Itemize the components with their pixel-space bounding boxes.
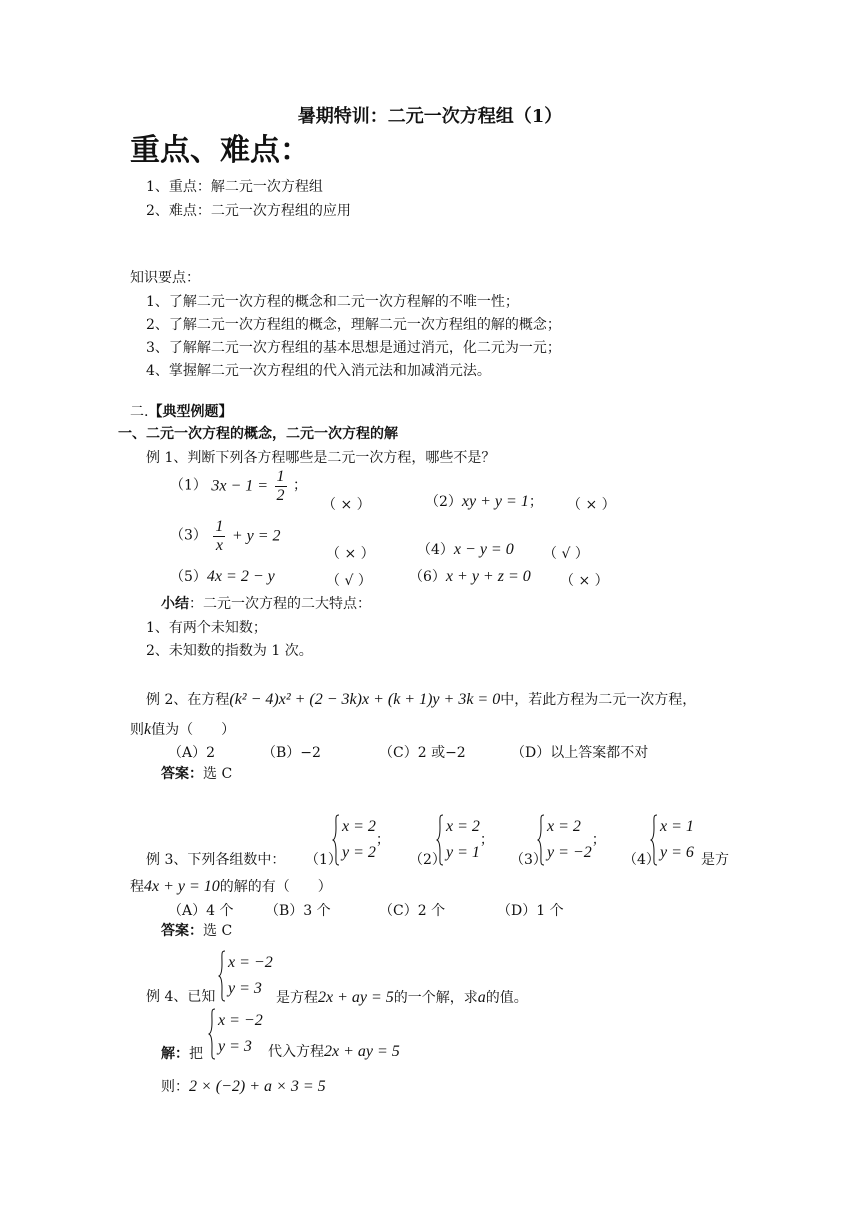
subsection-title: 一、二元一次方程的概念，二元一次方程的解	[118, 426, 398, 442]
ex1-point: 1、有两个未知数；	[146, 620, 267, 636]
focus-item: 1、重点：解二元一次方程组	[146, 179, 323, 195]
ex3-group-1: x = 2 y = 2 ；	[332, 814, 390, 866]
ex2-option-d: （D）以上答案都不对	[511, 745, 649, 761]
ex4-solution-system: x = −2 y = 3	[208, 1008, 263, 1060]
fraction: $\frac{1}{x}$	[215, 518, 224, 554]
ex1-item-5: （5）4x = 2 − y	[170, 568, 275, 585]
ex2-option-b: （B）−2	[262, 745, 321, 761]
ex1-item-3: （3） $\frac{1}{x}$ + y = 2	[170, 518, 281, 554]
example3-line2: 程4x + y = 10的解的有（ ）	[130, 878, 332, 895]
ex3-option-b: （B）3 个	[265, 903, 331, 919]
ex4-system: x = −2 y = 3	[218, 950, 273, 1002]
ex1-answer-2: （ × ）	[567, 497, 616, 513]
ex1-item-2: （2）xy + y = 1；	[425, 493, 543, 510]
ex1-item-4: （4）x − y = 0	[417, 541, 514, 558]
ex2-option-a: （A）2	[168, 745, 216, 761]
ex3-group-num: （4）	[623, 852, 660, 868]
ex1-summary: 小结：二元一次方程的二大特点：	[161, 596, 371, 612]
ex1-answer-3: （ × ）	[326, 546, 375, 562]
ex3-group-3: x = 2 y = −2 ；	[537, 814, 606, 866]
ex3-group-num: （3）	[510, 852, 547, 868]
ex1-answer-6: （ × ）	[560, 573, 609, 589]
ex3-group-4: x = 1 y = 6	[650, 814, 694, 866]
page-title: 暑期特训：二元一次方程组（1）	[297, 106, 563, 127]
ex3-tail: 是方	[701, 852, 729, 868]
knowledge-item: 3、了解解二元一次方程组的基本思想是通过消元，化二元为一元；	[146, 340, 561, 356]
ex1-answer-1: （ × ）	[322, 497, 371, 513]
ex2-answer: 答案：选 C	[161, 766, 233, 782]
ex1-point: 2、未知数的指数为 1 次。	[146, 643, 313, 659]
ex3-option-d: （D）1 个	[497, 903, 564, 919]
focus-item: 2、难点：二元一次方程组的应用	[146, 203, 351, 219]
example4-prefix: 例 4、已知	[146, 989, 216, 1005]
ex3-group-num: （2）	[409, 852, 446, 868]
ex1-answer-4: （ √ ）	[543, 546, 589, 562]
example2-line2: 则k值为（ ）	[130, 721, 236, 738]
knowledge-label: 知识要点：	[130, 270, 200, 286]
ex4-solution-text: 代入方程2x + ay = 5	[268, 1043, 400, 1060]
ex4-solution-label: 解：把	[161, 1046, 203, 1062]
ex3-option-c: （C）2 个	[379, 903, 446, 919]
ex3-answer: 答案：选 C	[161, 923, 233, 939]
ex3-option-a: （A）4 个	[168, 903, 234, 919]
section2-title: 二.【典型例题】	[130, 404, 233, 420]
example2-question: 例 2、在方程(k² − 4)x² + (2 − 3k)x + (k + 1)y + 3k = 0中，若此方程为二元一次方程，	[146, 691, 697, 708]
ex1-item-6: （6）x + y + z = 0	[409, 568, 531, 585]
knowledge-item: 1、了解二元一次方程的概念和二元一次方程解的不唯一性；	[146, 294, 519, 310]
ex1-answer-5: （ √ ）	[326, 573, 372, 589]
example1-question: 例 1、判断下列各方程哪些是二元一次方程，哪些不是？	[146, 450, 496, 466]
knowledge-item: 2、了解二元一次方程组的概念，理解二元一次方程组的解的概念；	[146, 317, 561, 333]
ex1-item-1: （1） 3x − 1 = $\frac{1}{2}$ ；	[170, 468, 307, 504]
ex3-group-2: x = 2 y = 1 ；	[436, 814, 494, 866]
example3-prefix: 例 3、下列各组数中：	[146, 852, 286, 868]
ex3-group-num: （1）	[305, 852, 342, 868]
fraction: $\frac{1}{2}$	[276, 468, 285, 504]
ex2-option-c: （C）2 或−2	[379, 745, 466, 761]
section-heading: 重点、难点：	[130, 133, 310, 168]
example4-rest: 是方程2x + ay = 5的一个解，求a的值。	[276, 989, 528, 1006]
knowledge-item: 4、掌握解二元一次方程组的代入消元法和加减消元法。	[146, 363, 491, 379]
ex4-then: 则：2 × (−2) + a × 3 = 5	[161, 1078, 326, 1095]
